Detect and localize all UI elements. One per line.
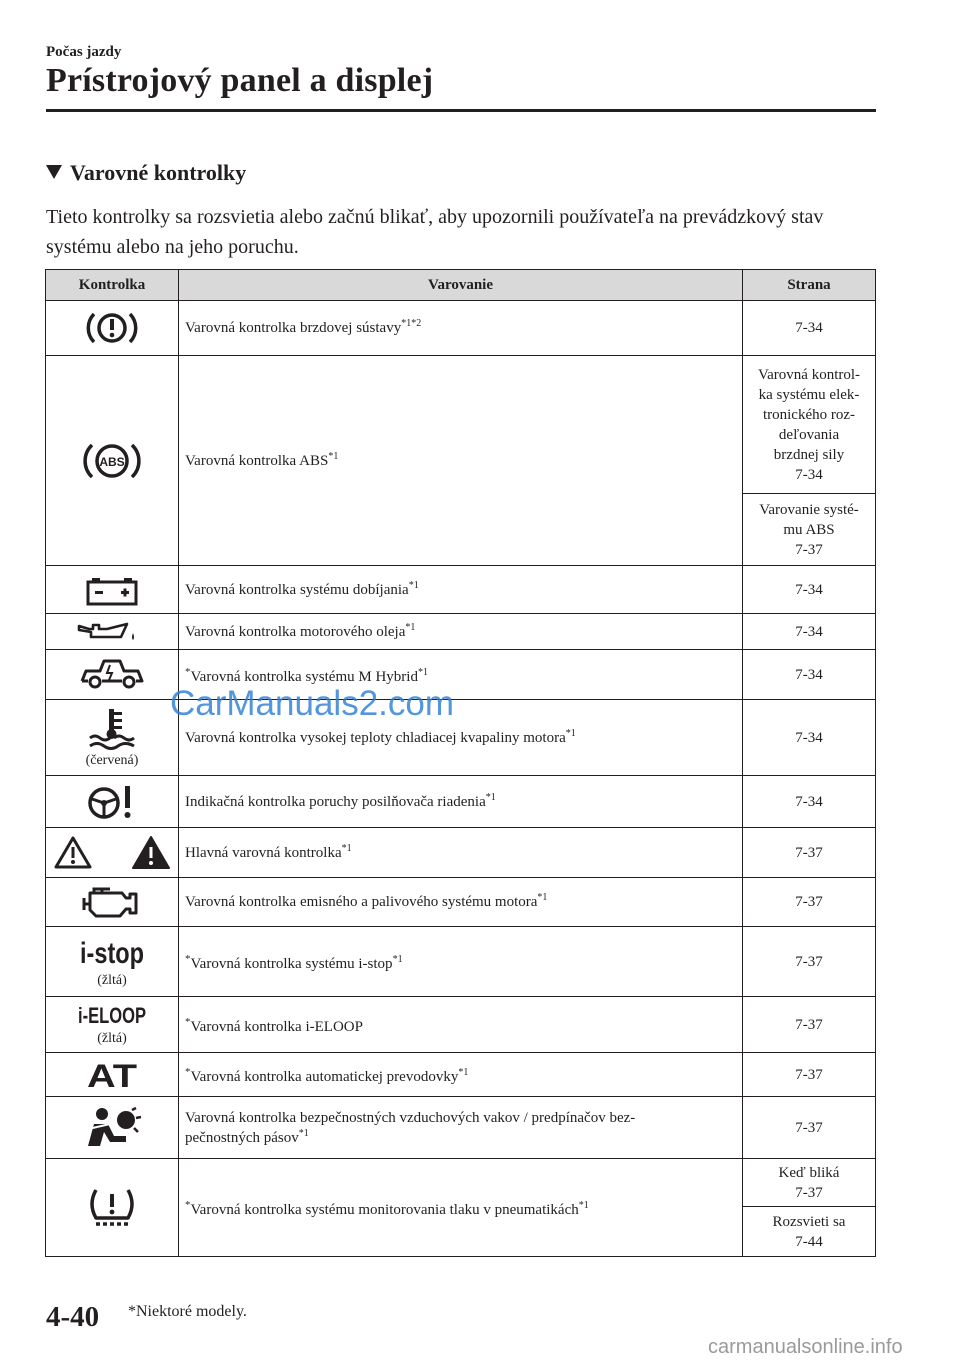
section-heading (46, 160, 246, 186)
warning-text: Varovná kontrolka emisného a palivového systému motora (185, 894, 538, 910)
at-icon (82, 1057, 142, 1094)
table-row (46, 1097, 876, 1159)
footnote-ref: *1 (405, 621, 416, 633)
page-line: 7-44 (795, 1233, 823, 1250)
footnote-ref: *1 (417, 667, 428, 678)
warning-cell (179, 1097, 743, 1159)
i-eloop-icon (76, 1002, 148, 1028)
svg-text:ABS: ABS (99, 454, 125, 469)
warning-text: Hlavná varovná kontrolka (185, 844, 342, 861)
abs-warning-icon (81, 437, 143, 485)
icon-cell (46, 927, 179, 997)
airbag-icon (80, 1106, 144, 1150)
svg-text:i-ELOOP: i-ELOOP (78, 1003, 146, 1028)
page-line: deľovania (778, 426, 840, 443)
column-header-varovanie: Varovanie (179, 270, 743, 301)
warning-text: Varovná kontrolka vysokej teploty chladiacej kvapaliny motora (185, 729, 566, 746)
table-row (46, 356, 876, 494)
warning-text: Varovná kontrolka systému monitorovania tlaku v pneumatikách (190, 1202, 579, 1218)
warning-text: Varovná kontrolka i-ELOOP (190, 1019, 363, 1035)
footnote-ref: *1 (485, 791, 496, 803)
icon-cell (46, 650, 179, 700)
warning-cell (179, 997, 743, 1053)
icon-cell (46, 356, 179, 566)
svg-text:i-stop: i-stop (80, 937, 144, 970)
page-line: ka systému elek- (758, 386, 860, 403)
battery-icon (82, 572, 142, 608)
warning-text: Varovná kontrolka motorového oleja (185, 623, 406, 640)
warning-cell (179, 878, 743, 927)
warning-text: Varovná kontrolka systému dobíjania (185, 581, 409, 598)
watermark: CarManuals2.com (170, 684, 454, 723)
page-cell: 7-34 (743, 566, 876, 614)
model-asterisk: * (185, 1016, 191, 1028)
footnote-ref: *1*2 (401, 318, 422, 329)
footnote-ref: *1 (458, 1067, 469, 1078)
icon-cell (46, 1097, 179, 1159)
page-cell (743, 1159, 876, 1207)
warning-cell (179, 301, 743, 356)
power-steering-icon (82, 782, 142, 822)
column-header-strana: Strana (743, 270, 876, 301)
table-row (46, 776, 876, 828)
warning-cell (179, 1053, 743, 1097)
page-line: 7-37 (795, 1184, 823, 1201)
icon-cell (46, 301, 179, 356)
model-asterisk: * (185, 953, 191, 965)
page-number: 4-40 (46, 1301, 100, 1333)
warning-text-line: pečnostných pásov (185, 1129, 299, 1146)
warning-cell (179, 356, 743, 566)
table-header-row (46, 270, 876, 301)
warning-lights-table (45, 269, 876, 1257)
icon-cell (46, 566, 179, 614)
section-title: Varovné kontrolky (70, 160, 247, 185)
icon-cell (46, 1053, 179, 1097)
brake-warning-icon (82, 306, 142, 350)
hybrid-car-icon (76, 657, 148, 693)
footnote: *Niektoré modely. (128, 1303, 247, 1320)
color-note: (červená) (85, 753, 139, 768)
model-asterisk: * (185, 1199, 191, 1211)
page-cell: 7-37 (743, 828, 876, 878)
warning-text-line: Varovná kontrolka bezpečnostných vzduchových vakov / predpínačov bez- (185, 1109, 636, 1126)
page-line: Varovná kontrol- (757, 366, 861, 383)
page-line: Rozsvieti sa (772, 1213, 846, 1230)
warning-cell (179, 566, 743, 614)
page-cell (743, 494, 876, 566)
column-header-kontrolka: Kontrolka (46, 270, 179, 301)
page-cell: 7-37 (743, 1097, 876, 1159)
color-note: (žltá) (97, 973, 127, 988)
page-cell (743, 356, 876, 494)
page-title: Prístrojový panel a displej (46, 62, 434, 99)
warning-text: Varovná kontrolka automatickej prevodovky (190, 1069, 459, 1085)
page-line: Varovanie systé- (759, 501, 859, 518)
footnote-ref: *1 (392, 954, 403, 965)
footnote-ref: *1 (298, 1127, 309, 1139)
coolant-temperature-icon (82, 706, 142, 750)
footnote-ref: *1 (408, 579, 419, 591)
table-row (46, 614, 876, 650)
title-rule (46, 109, 876, 112)
page-cell: 7-37 (743, 997, 876, 1053)
page-cell: 7-37 (743, 1053, 876, 1097)
warning-text: Indikačná kontrolka poruchy posilňovača riadenia (185, 793, 486, 810)
icon-cell (46, 776, 179, 828)
table-row (46, 828, 876, 878)
model-asterisk: * (185, 666, 191, 678)
svg-text:AT: AT (87, 1057, 138, 1094)
model-asterisk: * (185, 1066, 191, 1078)
page-cell: 7-37 (743, 927, 876, 997)
page-cell: 7-34 (743, 301, 876, 356)
footnote-ref: *1 (537, 892, 548, 903)
warning-cell (179, 927, 743, 997)
warning-cell (179, 614, 743, 650)
page-cell: 7-34 (743, 700, 876, 776)
icon-cell (46, 997, 179, 1053)
warning-text: Varovná kontrolka ABS (185, 452, 329, 469)
icon-cell (46, 614, 179, 650)
footnote-ref: *1 (565, 727, 576, 739)
footnote-ref: *1 (341, 842, 352, 854)
page-line: 7-37 (795, 541, 823, 558)
icon-cell (46, 700, 179, 776)
warning-cell (179, 1159, 743, 1257)
page-cell (743, 1207, 876, 1257)
page-cell: 7-34 (743, 776, 876, 828)
warning-text: Varovná kontrolka systému i-stop (190, 956, 393, 972)
footnote-ref: *1 (578, 1200, 589, 1211)
table-row (46, 1159, 876, 1207)
triangle-down-icon (46, 165, 62, 179)
icon-cell (46, 878, 179, 927)
warning-cell (179, 828, 743, 878)
i-stop-icon (76, 934, 148, 970)
color-note: (žltá) (97, 1031, 127, 1046)
page-line: brzdnej sily (773, 446, 845, 463)
tire-pressure-icon (82, 1184, 142, 1232)
page-line: mu ABS (783, 521, 835, 538)
icon-cell (46, 1159, 179, 1257)
page-line: Keď bliká (778, 1164, 840, 1181)
footnote-ref: *1 (328, 450, 339, 462)
master-warning-icon (53, 834, 171, 872)
table-row (46, 1053, 876, 1097)
page-cell: 7-34 (743, 614, 876, 650)
warning-text: Varovná kontrolka brzdovej sústavy (185, 320, 402, 336)
table-row (46, 997, 876, 1053)
oil-can-icon (75, 619, 149, 645)
page-line: tronického roz- (762, 406, 856, 423)
icon-cell (46, 828, 179, 878)
table-row (46, 566, 876, 614)
chapter-label: Počas jazdy (46, 44, 122, 60)
page-line: 7-34 (795, 466, 823, 483)
table-row (46, 301, 876, 356)
table-row (46, 927, 876, 997)
check-engine-icon (80, 883, 144, 921)
warning-text: Varovná kontrolka systému M Hybrid (190, 669, 418, 685)
warning-cell (179, 776, 743, 828)
table-row (46, 878, 876, 927)
intro-paragraph: Tieto kontrolky sa rozsvietia alebo začnú blikať, aby upozornili používateľa na prevádzkový stav systému alebo na jeho poruchu. (46, 206, 824, 258)
source-site: carmanualsonline.info (708, 1336, 903, 1358)
page-cell: 7-34 (743, 650, 876, 700)
page-cell: 7-37 (743, 878, 876, 927)
